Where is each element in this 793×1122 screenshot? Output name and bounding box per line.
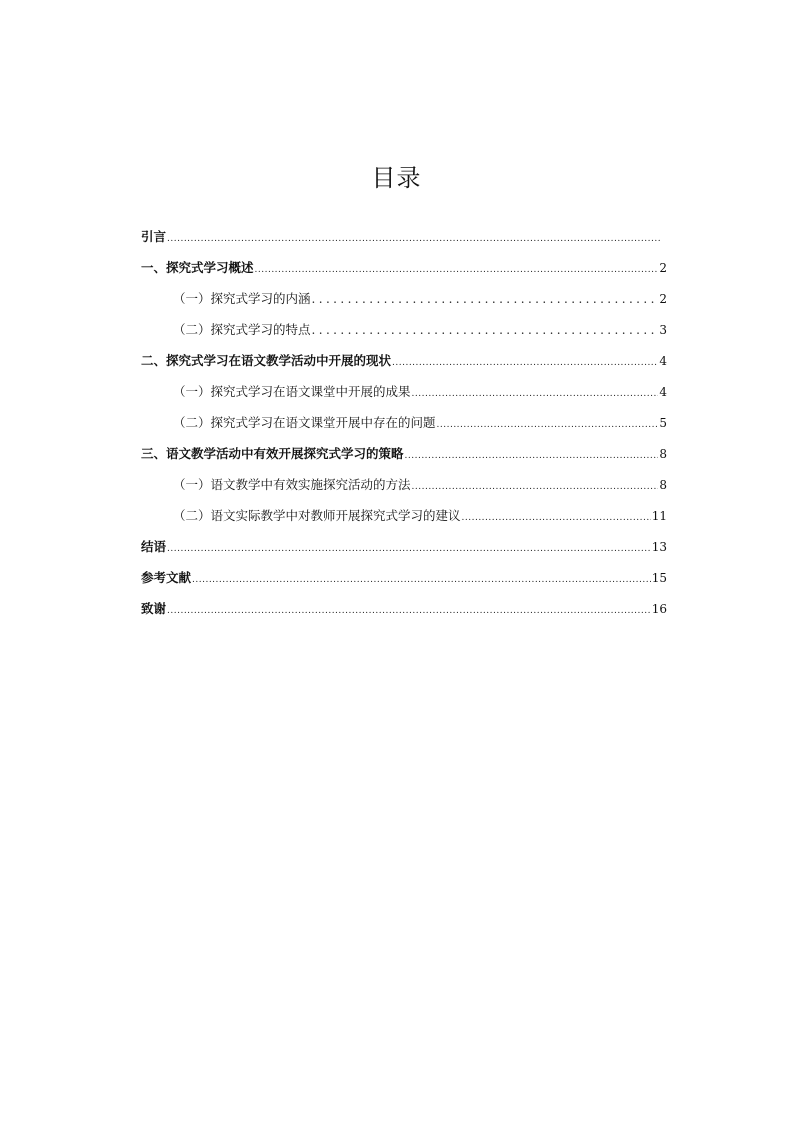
toc-entry-page: 13 bbox=[651, 540, 667, 554]
toc-entry-label: 结语 bbox=[141, 539, 167, 554]
dot-leader bbox=[392, 353, 658, 373]
dot-leader bbox=[312, 289, 659, 309]
toc-entry-section-2-1[interactable] bbox=[141, 382, 667, 413]
dot-leader bbox=[167, 539, 651, 559]
toc-entry-section-3-1[interactable] bbox=[141, 475, 667, 506]
toc-entry-label: （一）语文教学中有效实施探究活动的方法 bbox=[173, 477, 411, 492]
dot-leader bbox=[412, 477, 659, 497]
toc-entry-conclusion[interactable] bbox=[141, 537, 667, 568]
toc-entry-chapter-1[interactable] bbox=[141, 258, 667, 289]
toc-entry-chapter-3[interactable] bbox=[141, 444, 667, 475]
toc-entry-label: 二、探究式学习在语文教学活动中开展的现状 bbox=[141, 353, 392, 368]
toc-entry-references[interactable] bbox=[141, 568, 667, 599]
toc-entry-label: 参考文献 bbox=[141, 570, 192, 585]
toc-entry-label: （二）语文实际教学中对教师开展探究式学习的建议 bbox=[173, 508, 461, 523]
toc-entry-label: 引言 bbox=[141, 229, 167, 244]
toc-entry-page: 15 bbox=[651, 571, 667, 585]
toc-entry-page: 8 bbox=[659, 478, 667, 492]
toc-entry-label: 致谢 bbox=[141, 601, 167, 616]
toc-entry-acknowledgements[interactable] bbox=[141, 599, 667, 630]
toc-entry-page: 5 bbox=[659, 416, 667, 430]
toc-entry-label: 三、语文教学活动中有效开展探究式学习的策略 bbox=[141, 446, 404, 461]
toc-entry-page: 2 bbox=[659, 261, 667, 275]
dot-leader bbox=[437, 415, 659, 435]
toc-entry-section-1-2[interactable] bbox=[141, 320, 667, 351]
toc-entry-section-3-2[interactable] bbox=[141, 506, 667, 537]
dot-leader bbox=[255, 260, 659, 280]
toc-entry-page: 4 bbox=[659, 354, 667, 368]
dot-leader bbox=[167, 229, 660, 249]
dot-leader bbox=[192, 570, 651, 590]
dot-leader bbox=[412, 384, 659, 404]
toc-entry-label: 一、探究式学习概述 bbox=[141, 260, 254, 275]
toc-entry-chapter-2[interactable] bbox=[141, 351, 667, 382]
toc-entry-page: 3 bbox=[659, 323, 667, 337]
toc-entry-page: 16 bbox=[651, 602, 667, 616]
dot-leader bbox=[462, 508, 651, 528]
dot-leader bbox=[167, 601, 651, 621]
toc-entry-label: （二）探究式学习在语文课堂开展中存在的问题 bbox=[173, 415, 436, 430]
table-of-contents bbox=[141, 227, 667, 630]
toc-entry-page: 11 bbox=[651, 509, 667, 523]
dot-leader bbox=[312, 320, 659, 340]
dot-leader bbox=[405, 446, 659, 466]
toc-entry-label: （一）探究式学习在语文课堂中开展的成果 bbox=[173, 384, 411, 399]
toc-entry-label: （一）探究式学习的内涵 bbox=[173, 291, 311, 306]
toc-entry-section-2-2[interactable] bbox=[141, 413, 667, 444]
toc-entry-page: 8 bbox=[659, 447, 667, 461]
toc-entry-introduction[interactable] bbox=[141, 227, 667, 258]
toc-entry-section-1-1[interactable] bbox=[141, 289, 667, 320]
toc-title: 目录 bbox=[371, 164, 422, 192]
toc-entry-page: 4 bbox=[659, 385, 667, 399]
toc-entry-page: 2 bbox=[659, 292, 667, 306]
toc-entry-label: （二）探究式学习的特点 bbox=[173, 322, 311, 337]
